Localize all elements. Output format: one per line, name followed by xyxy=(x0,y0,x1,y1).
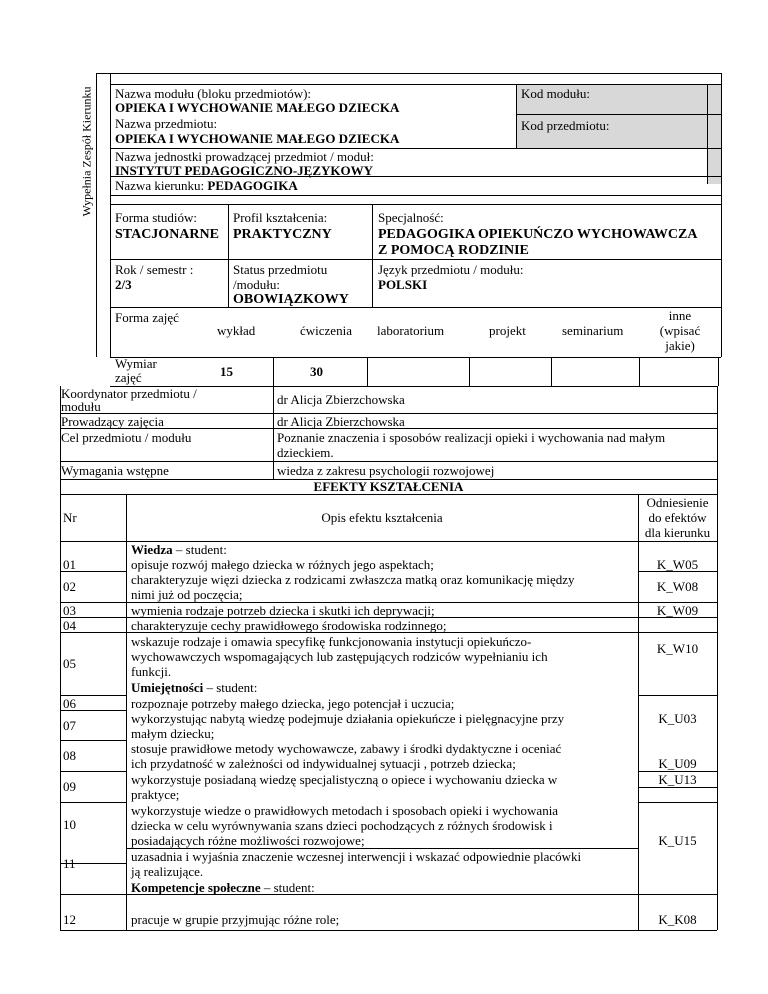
row-desc: uzasadnia i wyjaśnia znaczenie wczesnej interwencji i wskazać odpowiednie placówki xyxy=(131,849,582,864)
prowadzacy-label: Prowadzący zajęcia xyxy=(61,414,164,429)
kierunek-row xyxy=(115,178,298,193)
row-desc: ich przydatność w zależności od indywidualnej sytuacji , potrzeb dziecka; xyxy=(131,756,516,771)
koordynator-value: dr Alicja Zbierzchowska xyxy=(277,392,405,407)
jednostka-label: Nazwa jednostki prowadzącej przedmiot / moduł: xyxy=(115,149,374,164)
specjalnosc-value-2: Z POMOCĄ RODZINIE xyxy=(378,243,529,258)
forma-zajec-label: Forma zajęć xyxy=(115,310,179,325)
ref-code: K_U15 xyxy=(658,833,697,848)
row-desc: wymienia rodzaje potrzeb dziecka i skutki ich deprywacji; xyxy=(131,603,435,618)
row-desc: nimi już od poczęcia; xyxy=(131,587,243,602)
col-nr: Nr xyxy=(63,510,77,525)
forma-studiow-value: STACJONARNE xyxy=(115,227,219,242)
jednostka-value: INSTYTUT PEDAGOGICZNO-JĘZYKOWY xyxy=(115,163,373,178)
koordynator-label-1: Koordynator przedmiotu / xyxy=(61,386,197,401)
row-desc: rozpoznaje potrzeby małego dziecka, jego potencjał i uczucia; xyxy=(131,696,455,711)
section-wiedza: Wiedza – student: xyxy=(131,542,227,557)
ref-code: K_U13 xyxy=(658,772,697,787)
cel-value-1: Poznanie znaczenia i sposobów realizacji opieki i wychowania nad małym xyxy=(277,430,666,445)
row-desc: charakteryzuje więzi dziecka z rodzicami zwłaszcza matką oraz komunikację między xyxy=(131,572,575,587)
ref-code: K_W09 xyxy=(656,603,699,618)
header-margin-fill xyxy=(707,84,721,184)
kierunek-value: PEDAGOGIKA xyxy=(207,178,298,193)
col-cwiczenia: ćwiczenia xyxy=(300,323,352,338)
row-nr: 07 xyxy=(63,718,76,733)
col-inne-2: (wpisać xyxy=(659,323,701,338)
ref-code: K_W08 xyxy=(656,579,699,594)
wymiar-label-2: zajęć xyxy=(115,370,142,385)
row-nr: 01 xyxy=(63,557,76,572)
przedmiot-value: OPIEKA I WYCHOWANIE MAŁEGO DZIECKA xyxy=(115,131,400,146)
row-desc: funkcji. xyxy=(131,664,172,679)
wymagania-value: wiedza z zakresu psychologii rozwojowej xyxy=(277,463,495,478)
jezyk-label: Język przedmiotu / modułu: xyxy=(378,262,524,277)
col-inne-1: inne xyxy=(668,308,692,323)
modul-label: Nazwa modułu (bloku przedmiotów): xyxy=(115,86,312,101)
kierunek-label: Nazwa kierunku: xyxy=(115,178,205,193)
przedmiot-label: Nazwa przedmiotu: xyxy=(115,116,218,131)
row-nr: 11 xyxy=(63,856,76,871)
row-nr: 08 xyxy=(63,748,76,763)
wymiar-cwiczenia: 30 xyxy=(310,364,323,379)
ref-code: K_U03 xyxy=(658,711,697,726)
specjalnosc-label: Specjalność: xyxy=(378,210,444,225)
row-nr: 12 xyxy=(63,912,76,927)
row-desc: małym dziecku; xyxy=(131,726,215,741)
row-nr: 09 xyxy=(63,779,76,794)
row-nr: 03 xyxy=(63,603,76,618)
ref-code: K_U09 xyxy=(658,756,697,771)
ref-code: K_K08 xyxy=(658,912,697,927)
row-desc: posiadających różne możliwości rozwojowe; xyxy=(131,833,365,848)
row-nr: 02 xyxy=(63,579,76,594)
rok-label: Rok / semestr : xyxy=(115,262,194,277)
col-projekt: projekt xyxy=(489,323,526,338)
section-umiejetnosci: Umiejętności – student: xyxy=(131,680,258,695)
profil-value: PRAKTYCZNY xyxy=(233,227,332,242)
prowadzacy-value: dr Alicja Zbierzchowska xyxy=(277,414,405,429)
row-desc: charakteryzuje cechy prawidłowego środowiska rodzinnego; xyxy=(131,618,447,633)
row-desc: ją realizujące. xyxy=(131,864,204,879)
row-desc: pracuje w grupie przyjmując różne role; xyxy=(131,912,340,927)
row-desc: wykorzystuje posiadaną wiedzę specjalistyczną o opiece i wychowaniu dziecka w xyxy=(131,772,558,787)
status-label-2: /modułu: xyxy=(233,277,280,292)
row-desc: opisuje rozwój małego dziecka w różnych jego aspektach; xyxy=(131,557,434,572)
row-nr: 10 xyxy=(63,817,76,832)
col-odn-3: dla kierunku xyxy=(644,525,711,540)
status-label-1: Status przedmiotu xyxy=(233,262,328,277)
row-desc: wykorzystuje wiedze o prawidłowych metodach i sposobach opieki i wychowania xyxy=(131,803,559,818)
kod-przedmiotu-label: Kod przedmiotu: xyxy=(521,118,610,133)
col-odn-1: Odniesienie xyxy=(646,495,709,510)
col-odn-2: do efektów xyxy=(648,510,707,525)
ref-code: K_W10 xyxy=(656,641,699,656)
wymiar-wyklad: 15 xyxy=(220,364,233,379)
section-kompetencje: Kompetencje społeczne – student: xyxy=(131,880,315,895)
specjalnosc-value-1: PEDAGOGIKA OPIEKUŃCZO WYCHOWAWCZA xyxy=(378,227,698,242)
cel-label: Cel przedmiotu / modułu xyxy=(61,430,192,445)
kod-modulu-label: Kod modułu: xyxy=(521,86,590,101)
col-wyklad: wykład xyxy=(217,323,256,338)
divider xyxy=(96,73,722,74)
row-nr: 05 xyxy=(63,656,76,671)
status-value: OBOWIĄZKOWY xyxy=(233,292,349,307)
wymiar-label-1: Wymiar xyxy=(115,356,157,371)
rok-value: 2/3 xyxy=(115,277,132,292)
row-nr: 06 xyxy=(63,696,76,711)
col-seminarium: seminarium xyxy=(562,323,624,338)
modul-value: OPIEKA I WYCHOWANIE MAŁEGO DZIECKA xyxy=(115,100,400,115)
row-desc: wskazuje rodzaje i omawia specyfikę funkcjonowania instytucji opiekuńczo- xyxy=(131,634,532,649)
row-desc: stosuje prawidłowe metody wychowawcze, zabawy i środki dydaktyczne i oceniać xyxy=(131,741,562,756)
ref-code: K_W05 xyxy=(656,557,699,572)
efekty-title: EFEKTY KSZTAŁCENIA xyxy=(313,479,464,494)
col-inne-3: jakie) xyxy=(665,338,695,353)
row-nr: 04 xyxy=(63,618,76,633)
row-desc: wychowawczych wspomagających lub zastępujących rodziców wypełnianiu ich xyxy=(131,649,548,664)
wymagania-label: Wymagania wstępne xyxy=(61,463,169,478)
forma-studiow-label: Forma studiów: xyxy=(115,210,197,225)
koordynator-label-2: modułu xyxy=(61,399,101,414)
cel-value-2: dzieckiem. xyxy=(277,445,334,460)
col-opis: Opis efektu kształcenia xyxy=(321,510,443,525)
profil-label: Profil kształcenia: xyxy=(233,210,328,225)
row-desc: dziecka w celu wyrównywania szans dzieci pochodzących z różnych środowisk i xyxy=(131,818,553,833)
row-desc: praktyce; xyxy=(131,787,180,802)
col-laboratorium: laboratorium xyxy=(377,323,445,338)
jezyk-value: POLSKI xyxy=(378,277,428,292)
row-desc: wykorzystując nabytą wiedzę podejmuje działania opiekuńcze i pielęgnacyjne przy xyxy=(131,711,565,726)
side-label: Wypełnia Zespół Kierunku xyxy=(79,86,94,216)
